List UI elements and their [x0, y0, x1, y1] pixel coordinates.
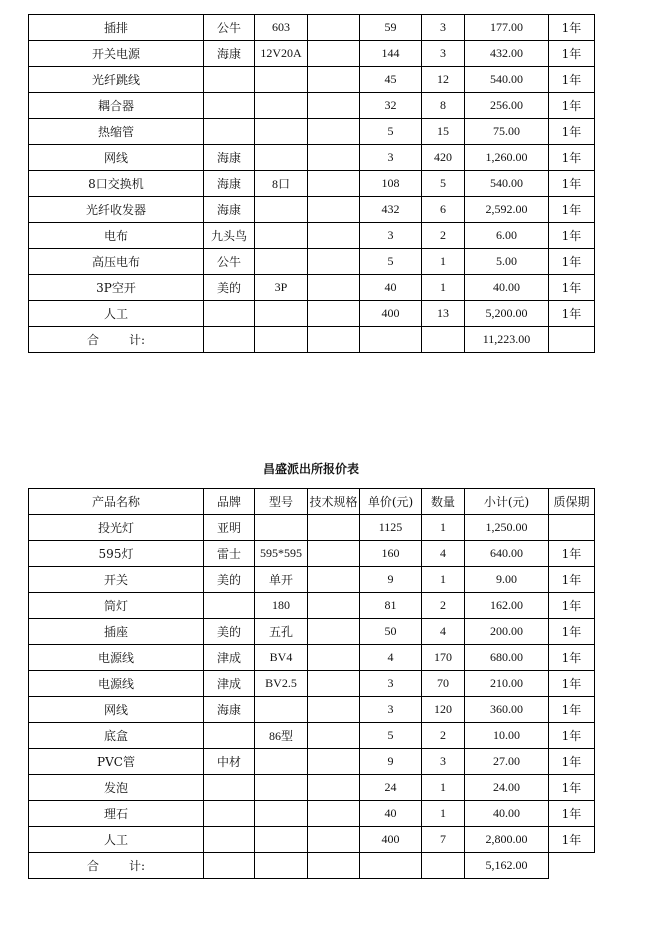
table-row [29, 567, 595, 593]
cell-name: 光纤跳线 [29, 67, 204, 93]
cell-price: 9 [360, 749, 422, 775]
cell-model [255, 515, 308, 541]
cell-warranty: 1年 [549, 775, 595, 801]
cell-model: 3P [255, 275, 308, 301]
cell-brand: 美的 [204, 567, 255, 593]
cell-model: BV4 [255, 645, 308, 671]
cell-price: 160 [360, 541, 422, 567]
cell-qty: 3 [422, 15, 465, 41]
cell-warranty: 1年 [549, 223, 595, 249]
cell-name: 筒灯 [29, 593, 204, 619]
cell-price: 3 [360, 697, 422, 723]
cell-warranty: 1年 [549, 723, 595, 749]
cell-qty: 70 [422, 671, 465, 697]
cell-price: 5 [360, 723, 422, 749]
table-row [29, 145, 595, 171]
cell-warranty: 1年 [549, 275, 595, 301]
cell-price: 3 [360, 671, 422, 697]
cell-spec [308, 697, 360, 723]
cell-model [255, 749, 308, 775]
cell-model: 603 [255, 15, 308, 41]
cell-name: 人工 [29, 827, 204, 853]
table-row [29, 619, 595, 645]
cell-qty: 6 [422, 197, 465, 223]
cell-qty: 3 [422, 41, 465, 67]
cell-subtotal: 432.00 [465, 41, 549, 67]
cell-price: 59 [360, 15, 422, 41]
cell-subtotal: 210.00 [465, 671, 549, 697]
cell-spec [308, 749, 360, 775]
cell-spec [308, 197, 360, 223]
cell-model [255, 197, 308, 223]
quote-table-2 [28, 488, 595, 879]
cell-name: 开关电源 [29, 41, 204, 67]
cell-name: 耦合器 [29, 93, 204, 119]
cell-subtotal: 2,592.00 [465, 197, 549, 223]
cell-model: 86型 [255, 723, 308, 749]
cell-spec [308, 801, 360, 827]
header-name: 产品名称 [29, 489, 204, 515]
cell-subtotal: 40.00 [465, 801, 549, 827]
cell-subtotal: 1,260.00 [465, 145, 549, 171]
cell-subtotal: 27.00 [465, 749, 549, 775]
header-warranty: 质保期 [549, 489, 595, 515]
cell-spec [308, 567, 360, 593]
cell-warranty: 1年 [549, 801, 595, 827]
cell-name: 热缩管 [29, 119, 204, 145]
cell-brand [204, 67, 255, 93]
cell-warranty: 1年 [549, 567, 595, 593]
cell-qty: 2 [422, 223, 465, 249]
cell-name: 开关 [29, 567, 204, 593]
cell-model [255, 827, 308, 853]
cell-brand: 津成 [204, 671, 255, 697]
table-row [29, 593, 595, 619]
cell-price: 40 [360, 801, 422, 827]
cell-qty: 3 [422, 749, 465, 775]
cell-qty: 4 [422, 541, 465, 567]
cell-warranty: 1年 [549, 93, 595, 119]
cell-spec [308, 275, 360, 301]
cell-warranty: 1年 [549, 171, 595, 197]
cell-brand: 海康 [204, 697, 255, 723]
cell-brand [204, 827, 255, 853]
cell-price: 108 [360, 171, 422, 197]
cell-model: 8口 [255, 171, 308, 197]
cell-price: 50 [360, 619, 422, 645]
total-value: 5,162.00 [465, 853, 549, 879]
cell-model: 180 [255, 593, 308, 619]
cell-spec [308, 645, 360, 671]
cell-price: 3 [360, 223, 422, 249]
table-row [29, 645, 595, 671]
cell-brand [204, 593, 255, 619]
cell-name: 电布 [29, 223, 204, 249]
table-row [29, 827, 595, 853]
cell-warranty: 1年 [549, 301, 595, 327]
cell-subtotal: 540.00 [465, 171, 549, 197]
total-label-b: 计: [128, 333, 146, 347]
table-header-row [29, 489, 595, 515]
table-row [29, 67, 595, 93]
header-subtotal: 小计(元) [465, 489, 549, 515]
cell-model [255, 801, 308, 827]
cell-warranty: 1年 [549, 697, 595, 723]
quote-table-1 [28, 14, 595, 353]
cell-brand: 中材 [204, 749, 255, 775]
cell-qty: 1 [422, 567, 465, 593]
cell-subtotal: 200.00 [465, 619, 549, 645]
cell-name: 人工 [29, 301, 204, 327]
cell-subtotal: 640.00 [465, 541, 549, 567]
table-row [29, 697, 595, 723]
cell-spec [308, 619, 360, 645]
cell-price: 5 [360, 119, 422, 145]
cell-spec [308, 171, 360, 197]
table-row [29, 41, 595, 67]
header-qty: 数量 [422, 489, 465, 515]
cell-model [255, 93, 308, 119]
cell-spec [308, 93, 360, 119]
table-row [29, 775, 595, 801]
cell-name: 8口交换机 [29, 171, 204, 197]
cell-warranty: 1年 [549, 749, 595, 775]
cell-spec [308, 671, 360, 697]
cell-spec [308, 223, 360, 249]
total-label-a: 合 [86, 333, 99, 347]
table-row [29, 171, 595, 197]
cell-model: 12V20A [255, 41, 308, 67]
cell-model [255, 249, 308, 275]
cell-brand: 公牛 [204, 249, 255, 275]
cell-name: 插座 [29, 619, 204, 645]
cell-qty: 420 [422, 145, 465, 171]
table-row [29, 723, 595, 749]
cell-model [255, 223, 308, 249]
cell-price: 144 [360, 41, 422, 67]
cell-warranty: 1年 [549, 671, 595, 697]
header-spec: 技术规格 [308, 489, 360, 515]
cell-name: PVC管 [29, 749, 204, 775]
cell-brand: 雷士 [204, 541, 255, 567]
cell-qty: 2 [422, 723, 465, 749]
cell-spec [308, 15, 360, 41]
cell-warranty: 1年 [549, 249, 595, 275]
cell-model [255, 145, 308, 171]
empty-cell [204, 853, 255, 879]
header-brand: 品牌 [204, 489, 255, 515]
table-row [29, 801, 595, 827]
empty-cell [360, 327, 422, 353]
cell-price: 81 [360, 593, 422, 619]
cell-qty: 4 [422, 619, 465, 645]
cell-spec [308, 541, 360, 567]
cell-brand: 美的 [204, 619, 255, 645]
cell-name: 投光灯 [29, 515, 204, 541]
cell-spec [308, 723, 360, 749]
cell-model [255, 775, 308, 801]
cell-spec [308, 593, 360, 619]
empty-cell [422, 853, 465, 879]
total-label-b: 计: [128, 859, 146, 873]
cell-subtotal: 360.00 [465, 697, 549, 723]
cell-subtotal: 10.00 [465, 723, 549, 749]
table-row [29, 541, 595, 567]
cell-brand: 海康 [204, 171, 255, 197]
table-row [29, 93, 595, 119]
cell-spec [308, 67, 360, 93]
cell-brand [204, 723, 255, 749]
cell-price: 3 [360, 145, 422, 171]
cell-qty: 15 [422, 119, 465, 145]
table-row [29, 749, 595, 775]
empty-cell [308, 853, 360, 879]
cell-warranty: 1年 [549, 145, 595, 171]
empty-cell [255, 853, 308, 879]
cell-price: 432 [360, 197, 422, 223]
cell-warranty: 1年 [549, 197, 595, 223]
cell-subtotal: 1,250.00 [465, 515, 549, 541]
cell-model: 五孔 [255, 619, 308, 645]
header-model: 型号 [255, 489, 308, 515]
cell-qty: 8 [422, 93, 465, 119]
empty-cell [204, 327, 255, 353]
cell-warranty: 1年 [549, 645, 595, 671]
cell-brand [204, 93, 255, 119]
total-label [29, 327, 204, 353]
cell-subtotal: 75.00 [465, 119, 549, 145]
cell-spec [308, 249, 360, 275]
cell-warranty: 1年 [549, 41, 595, 67]
cell-brand: 海康 [204, 145, 255, 171]
cell-brand: 美的 [204, 275, 255, 301]
cell-subtotal: 9.00 [465, 567, 549, 593]
cell-brand [204, 119, 255, 145]
cell-qty: 1 [422, 275, 465, 301]
cell-brand [204, 301, 255, 327]
empty-cell [255, 327, 308, 353]
cell-name: 底盒 [29, 723, 204, 749]
empty-cell [549, 853, 595, 879]
cell-brand: 津成 [204, 645, 255, 671]
cell-spec [308, 301, 360, 327]
cell-model: 595*595 [255, 541, 308, 567]
cell-brand: 海康 [204, 197, 255, 223]
cell-warranty: 1年 [549, 15, 595, 41]
total-value: 11,223.00 [465, 327, 549, 353]
cell-price: 5 [360, 249, 422, 275]
table-row [29, 671, 595, 697]
empty-cell [308, 327, 360, 353]
total-label [29, 853, 204, 879]
cell-spec [308, 775, 360, 801]
cell-qty: 170 [422, 645, 465, 671]
cell-warranty: 1年 [549, 827, 595, 853]
cell-price: 9 [360, 567, 422, 593]
cell-model [255, 301, 308, 327]
cell-qty: 120 [422, 697, 465, 723]
cell-qty: 12 [422, 67, 465, 93]
cell-warranty [549, 515, 595, 541]
cell-price: 400 [360, 827, 422, 853]
cell-spec [308, 119, 360, 145]
empty-cell [422, 327, 465, 353]
cell-name: 光纤收发器 [29, 197, 204, 223]
table-row [29, 515, 595, 541]
cell-subtotal: 24.00 [465, 775, 549, 801]
total-row [29, 853, 595, 879]
table-row [29, 301, 595, 327]
cell-name: 电源线 [29, 671, 204, 697]
table-row [29, 119, 595, 145]
cell-price: 24 [360, 775, 422, 801]
cell-qty: 5 [422, 171, 465, 197]
cell-brand: 海康 [204, 41, 255, 67]
table-row [29, 223, 595, 249]
cell-qty: 1 [422, 775, 465, 801]
total-row [29, 327, 595, 353]
cell-subtotal: 5.00 [465, 249, 549, 275]
cell-brand: 公牛 [204, 15, 255, 41]
cell-warranty: 1年 [549, 619, 595, 645]
cell-spec [308, 41, 360, 67]
table-row [29, 197, 595, 223]
cell-price: 32 [360, 93, 422, 119]
cell-warranty: 1年 [549, 541, 595, 567]
cell-subtotal: 6.00 [465, 223, 549, 249]
cell-qty: 1 [422, 801, 465, 827]
cell-subtotal: 40.00 [465, 275, 549, 301]
table-row [29, 275, 595, 301]
cell-model: 单开 [255, 567, 308, 593]
cell-name: 发泡 [29, 775, 204, 801]
cell-spec [308, 145, 360, 171]
cell-subtotal: 540.00 [465, 67, 549, 93]
cell-subtotal: 2,800.00 [465, 827, 549, 853]
cell-qty: 1 [422, 515, 465, 541]
cell-brand: 亚明 [204, 515, 255, 541]
cell-brand [204, 801, 255, 827]
cell-qty: 1 [422, 249, 465, 275]
cell-subtotal: 162.00 [465, 593, 549, 619]
cell-qty: 7 [422, 827, 465, 853]
header-price: 单价(元) [360, 489, 422, 515]
cell-warranty: 1年 [549, 119, 595, 145]
cell-subtotal: 5,200.00 [465, 301, 549, 327]
cell-warranty: 1年 [549, 593, 595, 619]
total-label-a: 合 [86, 859, 99, 873]
cell-name: 插排 [29, 15, 204, 41]
cell-qty: 13 [422, 301, 465, 327]
table-row [29, 15, 595, 41]
cell-price: 400 [360, 301, 422, 327]
cell-brand: 九头鸟 [204, 223, 255, 249]
cell-name: 理石 [29, 801, 204, 827]
cell-price: 4 [360, 645, 422, 671]
quote-table-title: 昌盛派出所报价表 [262, 462, 359, 476]
cell-name: 网线 [29, 145, 204, 171]
cell-brand [204, 775, 255, 801]
cell-model: BV2.5 [255, 671, 308, 697]
cell-price: 40 [360, 275, 422, 301]
cell-subtotal: 177.00 [465, 15, 549, 41]
empty-cell [549, 327, 595, 353]
cell-model [255, 67, 308, 93]
cell-subtotal: 256.00 [465, 93, 549, 119]
cell-model [255, 697, 308, 723]
cell-spec [308, 515, 360, 541]
cell-qty: 2 [422, 593, 465, 619]
cell-price: 1125 [360, 515, 422, 541]
cell-name: 3P空开 [29, 275, 204, 301]
cell-spec [308, 827, 360, 853]
cell-name: 网线 [29, 697, 204, 723]
cell-subtotal: 680.00 [465, 645, 549, 671]
empty-cell [360, 853, 422, 879]
cell-price: 45 [360, 67, 422, 93]
cell-model [255, 119, 308, 145]
cell-name: 电源线 [29, 645, 204, 671]
cell-warranty: 1年 [549, 67, 595, 93]
cell-name: 高压电布 [29, 249, 204, 275]
table-row [29, 249, 595, 275]
cell-name: 595灯 [29, 541, 204, 567]
